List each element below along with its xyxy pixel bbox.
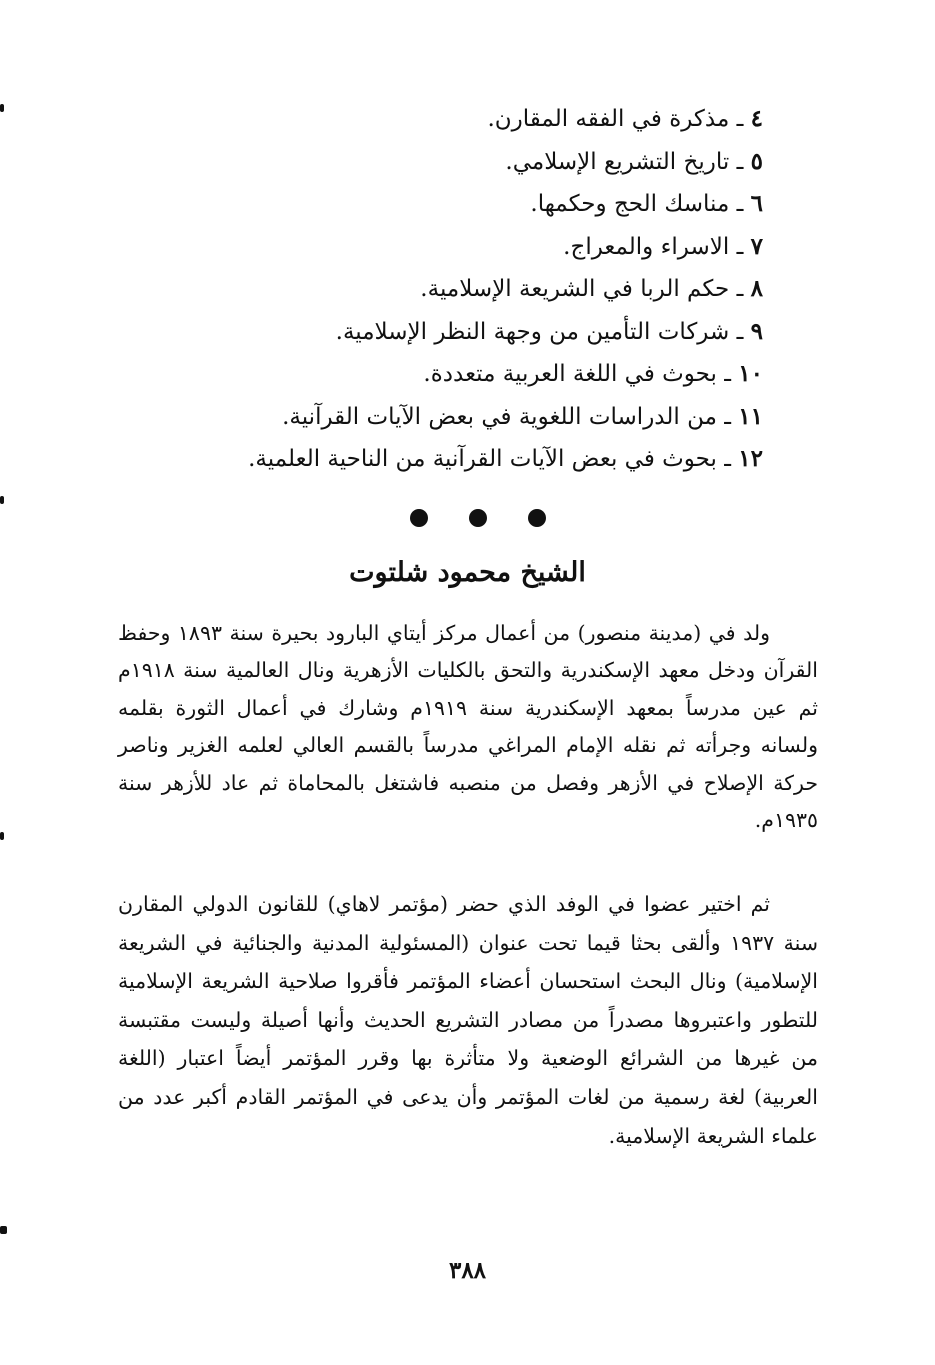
list-item-text: ـ مذكرة في الفقه المقارن. [487, 106, 751, 132]
list-item [248, 311, 763, 354]
divider-dot [469, 509, 487, 527]
list-item-number: ٧ [750, 232, 763, 260]
list-item-number: ١٢ [738, 445, 763, 472]
list-item [248, 353, 763, 396]
list-item [248, 141, 763, 184]
list-item-text: ـ من الدراسات اللغوية في بعض الآيات القرآنية. [282, 403, 739, 430]
list-item-number: ٤ [750, 105, 763, 132]
list-item-text: ـ مناسك الحج وحكمها. [530, 191, 751, 217]
list-item [248, 396, 763, 439]
list-item-text: ـ حكم الربا في الشريعة الإسلامية. [420, 276, 751, 302]
divider-dot [528, 509, 546, 527]
list-item-number: ٦ [750, 190, 763, 217]
body-paragraph-2: ثم اختير عضوا في الوفد الذي حضر (مؤتمر لاهاي) للقانون الدولي المقارن سنة ١٩٣٧ وألقى بحثا قيما تحت عنوان (المسئولية المدنية والجنائية في الشريعة الإسلامية) ونال البحث استحسان أعضاء المؤتمر فأقروا صلاحية الشريعة الإسلامية للتطور واعتبروها مصدراً من مصادر التشريع الحديث وأنها أصيلة وليست مقتبسة من غيرها من الشرائع الوضعية ولا متأثرة بها وقرر المؤتمر أيضاً اعتبار (اللغة العربية) لغة رسمية من لغات المؤتمر وأن يدعى في المؤتمر القادم أكبر عدد من علماء الشريعة الإسلامية. [118, 892, 818, 1148]
list-item-text: ـ بحوث في بعض الآيات القرآنية من الناحية العلمية. [248, 446, 739, 472]
list-item-number: ٩ [750, 317, 763, 345]
page-number: ٣٨٨ [448, 1257, 487, 1284]
divider-dot [410, 509, 428, 527]
list-item-number: ٥ [750, 147, 763, 175]
list-item-number: ١١ [738, 402, 763, 430]
list-item-number: ١٠ [738, 360, 763, 387]
scan-edge-mark [0, 1226, 7, 1234]
scan-edge-mark [0, 496, 4, 504]
list-item-text: ـ الاسراء والمعراج. [563, 233, 751, 260]
body-paragraph-1: ولد في (مدينة منصور) من أعمال مركز أيتاي البارود بحيرة سنة ١٨٩٣ وحفظ القرآن ودخل معهد الإسكندرية والتحق بالكليات الأزهرية ونال العالمية سنة ١٩١٨م ثم عين مدرساً بمعهد الإسكندرية سنة ١٩١٩م وشارك في أعمال الثورة بقلمه ولسانه وجرأته ثم نقله الإمام المراغي مدرساً بالقسم العالي لعلمه الغزير وناصر حركة الإصلاح في الأزهر وفصل من منصبه فاشتغل بالمحاماة ثم عاد للأزهر سنة ١٩٣٥م. [118, 621, 818, 833]
section-title: الشيخ محمود شلتوت [349, 557, 586, 588]
section-divider [410, 508, 546, 528]
list-item [248, 98, 763, 141]
list-item [248, 226, 763, 269]
scan-edge-mark [0, 104, 4, 112]
list-item [248, 438, 763, 481]
scan-edge-mark [0, 832, 4, 840]
list-item-text: ـ شركات التأمين من وجهة النظر الإسلامية. [335, 318, 751, 345]
list-item-text: ـ تاريخ التشريع الإسلامي. [505, 148, 751, 175]
list-item [248, 183, 763, 226]
list-item [248, 268, 763, 311]
numbered-list [248, 98, 763, 481]
list-item-text: ـ بحوث في اللغة العربية متعددة. [423, 361, 739, 387]
list-item-number: ٨ [750, 275, 763, 302]
